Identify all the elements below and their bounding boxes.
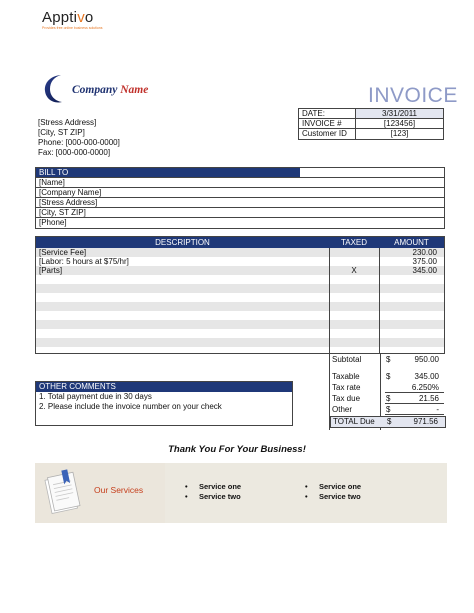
other-row[interactable]: Other $ - bbox=[330, 405, 446, 415]
header-taxed: TAXED bbox=[340, 238, 368, 247]
company-name: Company Name bbox=[72, 84, 149, 96]
services-banner bbox=[35, 463, 447, 523]
bill-to-section bbox=[35, 167, 445, 229]
company-crescent-logo-icon bbox=[44, 74, 69, 104]
apptivo-wordmark: Apptivo bbox=[42, 9, 94, 26]
list-item: • Service two bbox=[305, 492, 361, 501]
apptivo-tagline: Provides free online business solutions bbox=[42, 26, 103, 30]
table-row[interactable]: [Parts] X 345.00 bbox=[39, 266, 437, 275]
list-item: • Service two bbox=[185, 492, 241, 501]
list-item: • Service one bbox=[185, 482, 242, 491]
comments-header: OTHER COMMENTS bbox=[36, 382, 292, 392]
comment-line[interactable]: 2. Please include the invoice number on your check bbox=[39, 402, 222, 411]
taxable-row: Taxable $ 345.00 bbox=[332, 372, 439, 381]
sender-address: [Stress Address] [City, ST ZIP] Phone: [000-000-0000] Fax: [000-000-0000] bbox=[38, 118, 120, 157]
bill-to-line[interactable]: [Stress Address] bbox=[36, 198, 444, 208]
bill-to-line[interactable]: [Company Name] bbox=[36, 188, 444, 198]
document-stack-icon bbox=[40, 467, 84, 519]
other-comments-box bbox=[35, 381, 293, 426]
total-due-row: TOTAL Due $ 971.56 bbox=[330, 416, 446, 428]
table-row[interactable]: [Labor: 5 hours at $75/hr] 375.00 bbox=[39, 257, 437, 266]
meta-row-customer-id: Customer ID [123] bbox=[299, 129, 443, 139]
header-amount: AMOUNT bbox=[394, 238, 429, 247]
thank-you-message: Thank You For Your Business! bbox=[168, 444, 306, 455]
list-item: • Service one bbox=[305, 482, 362, 491]
bill-to-header: BILL TO bbox=[36, 168, 444, 178]
our-services-label: Our Services bbox=[94, 485, 144, 495]
invoice-meta-table bbox=[298, 108, 444, 140]
meta-row-invoice-number: INVOICE # [123456] bbox=[299, 119, 443, 129]
items-header bbox=[36, 237, 444, 248]
invoice-title: INVOICE bbox=[368, 84, 458, 107]
bill-to-line[interactable]: [Name] bbox=[36, 178, 444, 188]
services-column-2 bbox=[305, 482, 361, 502]
bill-to-line[interactable]: [Phone] bbox=[39, 218, 67, 227]
totals-section bbox=[329, 354, 445, 430]
items-body bbox=[36, 248, 444, 353]
bill-to-line[interactable]: [City, ST ZIP] bbox=[36, 208, 444, 218]
subtotal-row: Subtotal $ 950.00 bbox=[332, 355, 439, 364]
header-description: DESCRIPTION bbox=[155, 238, 210, 247]
comment-line[interactable]: 1. Total payment due in 30 days bbox=[39, 392, 152, 401]
services-column-1 bbox=[185, 482, 241, 502]
meta-row-date: DATE: 3/31/2011 bbox=[299, 109, 443, 119]
line-items-table bbox=[35, 236, 445, 354]
tax-rate-row[interactable]: Tax rate 6.250% bbox=[330, 383, 446, 393]
table-row[interactable]: [Service Fee] 230.00 bbox=[39, 248, 437, 257]
tax-due-row: Tax due $ 21.56 bbox=[330, 394, 446, 404]
apptivo-logo bbox=[42, 10, 122, 38]
